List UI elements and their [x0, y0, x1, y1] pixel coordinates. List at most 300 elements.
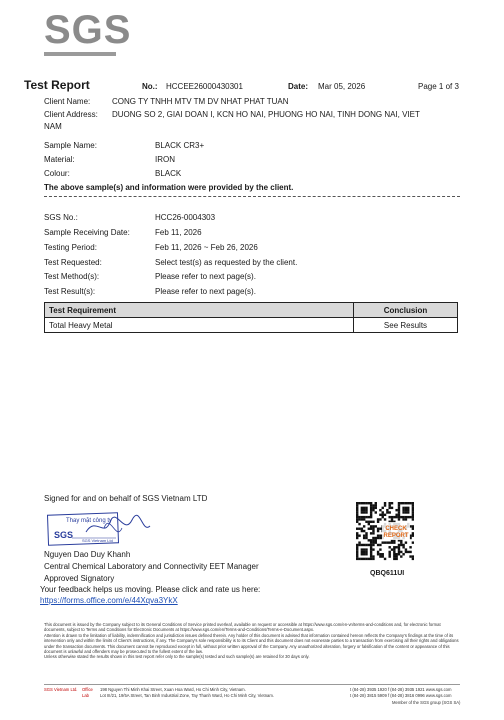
qr-module — [412, 504, 414, 506]
qr-module — [365, 509, 367, 511]
qr-module — [356, 516, 358, 518]
qr-module — [368, 539, 370, 541]
qr-module — [377, 553, 379, 555]
client-name-value: CONG TY TNHH MTV TM DV NHAT PHAT TUAN — [112, 97, 289, 106]
qr-module — [370, 507, 372, 509]
report-date-label: Date: — [288, 82, 309, 91]
qr-module — [356, 553, 358, 555]
qr-module — [395, 509, 397, 511]
qr-module — [391, 516, 393, 518]
qr-module — [356, 507, 358, 509]
qr-module — [358, 528, 360, 530]
qr-module — [405, 507, 407, 509]
qr-module — [365, 534, 367, 536]
qr-module — [409, 551, 411, 553]
qr-module — [363, 509, 365, 511]
qr-module — [405, 541, 407, 543]
qr-module — [356, 528, 358, 530]
qr-module — [370, 511, 372, 513]
footer-member: Member of the SGS group (SGS SA) — [392, 700, 461, 705]
qr-module — [400, 555, 402, 557]
sgs-logo: SGS — [44, 8, 132, 52]
qr-module — [370, 525, 372, 527]
qr-module — [377, 551, 379, 553]
qr-module — [365, 544, 367, 546]
qr-module — [388, 553, 390, 555]
qr-module — [361, 528, 363, 530]
qr-module — [372, 555, 374, 557]
qr-module — [393, 548, 395, 550]
test-result-label: Test Result(s): — [44, 287, 96, 296]
qr-module — [409, 516, 411, 518]
qr-module — [356, 551, 358, 553]
row-conclusion: See Results — [354, 318, 458, 333]
qr-module — [395, 555, 397, 557]
qr-module — [370, 521, 372, 523]
qr-module — [372, 541, 374, 543]
qr-module — [388, 516, 390, 518]
qr-module — [358, 523, 360, 525]
qr-module — [379, 553, 381, 555]
qr-module — [363, 548, 365, 550]
qr-module — [393, 546, 395, 548]
qr-module — [365, 548, 367, 550]
qr-module — [372, 537, 374, 539]
qr-module — [358, 534, 360, 536]
qr-module — [391, 518, 393, 520]
qr-module — [368, 523, 370, 525]
qr-module — [382, 516, 384, 518]
qr-module — [365, 532, 367, 534]
qr-module — [365, 553, 367, 555]
signatory-position: Central Chemical Laboratory and Connectivity EET Manager — [44, 562, 259, 571]
qr-module — [372, 539, 374, 541]
report-date-value: Mar 05, 2026 — [318, 82, 366, 91]
qr-module — [402, 546, 404, 548]
sample-name-value: BLACK CR3+ — [155, 141, 205, 150]
approved-signatory: Approved Signatory — [44, 574, 115, 583]
qr-module — [398, 548, 400, 550]
sgs-no-label: SGS No.: — [44, 213, 78, 222]
qr-module — [365, 516, 367, 518]
qr-module — [363, 518, 365, 520]
qr-module — [379, 514, 381, 516]
qr-module — [412, 555, 414, 557]
qr-module — [388, 507, 390, 509]
qr-module — [400, 541, 402, 543]
footer-para-2: Attention is drawn to the limitation of liability, indemnification and jurisdiction issues defined therein. Any holder of this document is advised that information contained hereon reflects the Company's findings at the time of its intervention only and within the limits of Client's instructions, if any. The Company's sole responsibility is to its Client and this document does not exonerate parties to a transaction from exercising all their rights and obligations under the transaction documents. This document cannot be reproduced except in full, without prior written approval of the Company. Any unauthorized alteration, forgery or falsification of the content or appearance of this document is unlawful and offenders may be prosecuted to the fullest extent of the law. — [44, 632, 459, 655]
qr-module — [400, 544, 402, 546]
qr-module — [361, 548, 363, 550]
qr-module — [356, 511, 358, 513]
qr-module — [365, 521, 367, 523]
qr-module — [375, 504, 377, 506]
receiving-date-value: Feb 11, 2026 — [155, 228, 202, 237]
qr-module — [382, 541, 384, 543]
qr-module — [379, 537, 381, 539]
qr-module — [368, 558, 370, 560]
qr-module — [372, 548, 374, 550]
qr-module — [382, 507, 384, 509]
qr-module — [393, 516, 395, 518]
qr-code-text: QBQ611UI — [370, 570, 405, 577]
qr-module — [384, 558, 386, 560]
feedback-link[interactable]: https://forms.office.com/e/44Xqva3YkX — [40, 596, 178, 605]
qr-module — [379, 509, 381, 511]
qr-module — [398, 507, 400, 509]
qr-module — [393, 551, 395, 553]
qr-module — [365, 511, 367, 513]
qr-module — [356, 546, 358, 548]
qr-module — [402, 544, 404, 546]
testing-period-value: Feb 11, 2026 ~ Feb 26, 2026 — [155, 243, 258, 252]
qr-module — [368, 502, 370, 504]
qr-module — [370, 528, 372, 530]
footer-company: SGS Vietnam Ltd. — [44, 687, 78, 692]
signatory-name: Nguyen Dao Duy Khanh — [44, 550, 131, 559]
qr-module — [412, 514, 414, 516]
footer-divider — [44, 684, 460, 685]
qr-module — [377, 528, 379, 530]
qr-module — [395, 514, 397, 516]
qr-module — [358, 518, 360, 520]
qr-module — [382, 514, 384, 516]
header-test-requirement: Test Requirement — [45, 303, 354, 318]
qr-module — [395, 553, 397, 555]
qr-module — [363, 511, 365, 513]
qr-module — [377, 521, 379, 523]
qr-module — [388, 555, 390, 557]
qr-module — [365, 551, 367, 553]
table-row — [45, 318, 458, 333]
qr-module — [375, 525, 377, 527]
qr-module — [402, 553, 404, 555]
qr-module — [375, 507, 377, 509]
qr-module — [388, 541, 390, 543]
qr-module — [384, 504, 386, 506]
qr-module — [356, 518, 358, 520]
qr-module — [377, 518, 379, 520]
qr-module — [405, 518, 407, 520]
qr-module — [372, 558, 374, 560]
report-no-label: No.: — [142, 82, 158, 91]
qr-module — [370, 553, 372, 555]
svg-text:SGS Vietnam Ltd: SGS Vietnam Ltd — [82, 538, 113, 543]
qr-module — [412, 528, 414, 530]
qr-module — [356, 544, 358, 546]
qr-module — [370, 514, 372, 516]
qr-module — [372, 509, 374, 511]
report-title: Test Report — [24, 78, 90, 92]
qr-module — [365, 558, 367, 560]
footer-para-3: Unless otherwise stated the results shown in this test report refer only to the sample(s) tested and such sample(s) are retained for 30 days only. — [44, 654, 310, 660]
qr-module — [356, 514, 358, 516]
footer-terms — [44, 622, 460, 660]
qr-module — [356, 548, 358, 550]
qr-module — [368, 521, 370, 523]
qr-module — [356, 558, 358, 560]
qr-module — [407, 511, 409, 513]
qr-module — [405, 502, 407, 504]
footer-office-address: 198 Nguyen Thi Minh Khai Street, Xuan Hoa Ward, Ho Chi Minh City, Vietnam. — [100, 687, 246, 692]
qr-module — [395, 516, 397, 518]
qr-module — [372, 532, 374, 534]
qr-module — [384, 541, 386, 543]
qr-module — [361, 511, 363, 513]
footer-lab-address: Lot III/21, 19/5A Street, Tan Binh Industrial Zone, Tay Thanh Ward, Ho Chi Minh City, Vietnam. — [100, 693, 275, 698]
qr-module — [361, 516, 363, 518]
client-address-label: Client Address: — [44, 110, 98, 119]
footer-lab-phone: t (84-28) 3815 5909 f (84-28) 3816 0996 www.sgs.com — [350, 693, 452, 698]
qr-module — [398, 514, 400, 516]
qr-module — [361, 551, 363, 553]
qr-module — [388, 511, 390, 513]
qr-module — [379, 544, 381, 546]
qr-module — [363, 502, 365, 504]
qr-module — [405, 551, 407, 553]
qr-module — [412, 516, 414, 518]
qr-module — [370, 539, 372, 541]
qr-module — [386, 541, 388, 543]
qr-module — [409, 502, 411, 504]
testing-period-label: Testing Period: — [44, 243, 97, 252]
qr-module — [398, 518, 400, 520]
client-address-line2: NAM — [44, 122, 62, 131]
qr-module — [412, 518, 414, 520]
qr-module — [375, 541, 377, 543]
qr-module — [365, 502, 367, 504]
qr-module — [386, 509, 388, 511]
qr-module — [402, 518, 404, 520]
qr-module — [412, 502, 414, 504]
qr-module — [375, 537, 377, 539]
qr-module — [412, 525, 414, 527]
qr-module — [370, 504, 372, 506]
qr-module — [402, 502, 404, 504]
test-method-label: Test Method(s): — [44, 272, 100, 281]
qr-module — [382, 553, 384, 555]
qr-module — [377, 537, 379, 539]
qr-module — [363, 516, 365, 518]
qr-module — [377, 544, 379, 546]
qr-module — [356, 532, 358, 534]
qr-module — [368, 516, 370, 518]
qr-module — [368, 544, 370, 546]
footer-lab-label: Lab — [82, 693, 89, 698]
qr-module — [395, 558, 397, 560]
qr-module — [398, 504, 400, 506]
logo-underline — [44, 52, 116, 56]
qr-module — [356, 521, 358, 523]
qr-module — [391, 548, 393, 550]
qr-module — [412, 541, 414, 543]
requirements-table — [44, 302, 458, 333]
qr-module — [412, 509, 414, 511]
qr-module — [384, 502, 386, 504]
receiving-date-label: Sample Receiving Date: — [44, 228, 130, 237]
qr-module — [407, 507, 409, 509]
qr-module — [356, 504, 358, 506]
client-address-line1: DUONG SO 2, GIAI DOAN I, KCN HO NAI, PHUONG HO NAI, TINH DONG NAI, VIET — [112, 110, 420, 119]
qr-module — [365, 507, 367, 509]
client-name-label: Client Name: — [44, 97, 91, 106]
qr-module — [358, 516, 360, 518]
qr-module — [372, 530, 374, 532]
footer-para-1: This document is issued by the Company subject to its General Conditions of Service printed overleaf, available on request or accessible at https://www.sgs.com/en-vn/terms-and-conditions and, for electronic format documents, subject to Terms and Conditions for Electronic Documents at https://www.sgs.com/en/Terms-and-Conditions/Terms-e-Document.aspx. — [44, 622, 441, 633]
qr-module — [370, 502, 372, 504]
qr-module — [398, 502, 400, 504]
qr-module — [407, 551, 409, 553]
qr-module — [356, 555, 358, 557]
material-label: Material: — [44, 155, 75, 164]
qr-module — [356, 537, 358, 539]
qr-module — [372, 528, 374, 530]
qr-module — [398, 553, 400, 555]
qr-module — [370, 546, 372, 548]
qr-module — [409, 555, 411, 557]
qr-module — [398, 551, 400, 553]
table-header-row — [45, 303, 458, 318]
qr-module — [370, 548, 372, 550]
qr-module — [379, 555, 381, 557]
colour-value: BLACK — [155, 169, 182, 178]
qr-module — [379, 518, 381, 520]
qr-module — [405, 511, 407, 513]
qr-overlay-text: REPORT — [383, 533, 409, 539]
qr-module — [372, 544, 374, 546]
qr-module — [412, 558, 414, 560]
qr-module — [372, 521, 374, 523]
qr-module — [356, 502, 358, 504]
qr-module — [370, 532, 372, 534]
test-requested-label: Test Requested: — [44, 258, 102, 267]
row-requirement: Total Heavy Metal — [45, 318, 354, 333]
qr-module — [379, 548, 381, 550]
qr-module — [400, 502, 402, 504]
qr-module — [363, 553, 365, 555]
signed-for-text: Signed for and on behalf of SGS Vietnam LTD — [44, 494, 208, 503]
qr-module — [402, 516, 404, 518]
qr-module — [361, 558, 363, 560]
dashed-divider — [44, 196, 460, 197]
qr-overlay-text: CHECK — [385, 526, 407, 532]
page-number: Page 1 of 3 — [418, 82, 459, 91]
qr-module — [363, 534, 365, 536]
footer-office-phone: t (84-28) 3935 1920 f (84-28) 3935 1921 www.sgs.com — [350, 687, 452, 692]
qr-module — [388, 546, 390, 548]
qr-module — [405, 548, 407, 550]
test-requested-value: Select test(s) as requested by the client. — [155, 258, 298, 267]
sgs-no-value: HCC26-0004303 — [155, 213, 216, 222]
qr-module — [358, 502, 360, 504]
qr-module — [361, 507, 363, 509]
qr-module — [370, 516, 372, 518]
test-method-value: Please refer to next page(s). — [155, 272, 256, 281]
qr-module — [391, 502, 393, 504]
qr-module — [412, 532, 414, 534]
provided-note: The above sample(s) and information were provided by the client. — [44, 183, 294, 192]
qr-module — [398, 546, 400, 548]
qr-module — [361, 509, 363, 511]
qr-code-icon[interactable] — [356, 502, 414, 566]
qr-module — [377, 530, 379, 532]
qr-module — [407, 502, 409, 504]
qr-module — [356, 509, 358, 511]
qr-module — [363, 551, 365, 553]
qr-module — [388, 504, 390, 506]
qr-module — [358, 544, 360, 546]
qr-module — [361, 518, 363, 520]
qr-module — [393, 541, 395, 543]
colour-label: Colour: — [44, 169, 70, 178]
qr-module — [368, 528, 370, 530]
qr-module — [382, 555, 384, 557]
qr-module — [402, 507, 404, 509]
company-stamp-signature — [46, 508, 156, 548]
qr-module — [398, 516, 400, 518]
qr-module — [370, 555, 372, 557]
qr-module — [407, 509, 409, 511]
qr-module — [372, 507, 374, 509]
qr-module — [375, 539, 377, 541]
qr-module — [386, 511, 388, 513]
qr-module — [388, 502, 390, 504]
svg-text:Thay mặt công ty: Thay mặt công ty — [66, 518, 113, 524]
qr-module — [393, 555, 395, 557]
qr-module — [400, 516, 402, 518]
qr-module — [363, 558, 365, 560]
qr-module — [358, 541, 360, 543]
qr-module — [391, 541, 393, 543]
test-result-value: Please refer to next page(s). — [155, 287, 256, 296]
qr-module — [370, 509, 372, 511]
qr-module — [372, 525, 374, 527]
qr-module — [398, 511, 400, 513]
qr-module — [363, 537, 365, 539]
qr-module — [361, 530, 363, 532]
header-conclusion: Conclusion — [354, 303, 458, 318]
qr-module — [363, 525, 365, 527]
qr-module — [412, 534, 414, 536]
qr-module — [412, 511, 414, 513]
qr-module — [382, 511, 384, 513]
feedback-text: Your feedback helps us moving. Please click and rate us here: — [40, 585, 261, 594]
qr-module — [379, 528, 381, 530]
qr-module — [412, 507, 414, 509]
qr-module — [370, 541, 372, 543]
qr-module — [398, 544, 400, 546]
qr-module — [363, 530, 365, 532]
qr-module — [358, 558, 360, 560]
qr-module — [402, 509, 404, 511]
qr-module — [400, 551, 402, 553]
qr-module — [361, 553, 363, 555]
qr-module — [384, 518, 386, 520]
qr-module — [395, 546, 397, 548]
sample-name-label: Sample Name: — [44, 141, 97, 150]
qr-module — [356, 534, 358, 536]
qr-module — [407, 516, 409, 518]
qr-module — [409, 546, 411, 548]
footer-office-label: Office — [82, 687, 93, 692]
qr-module — [363, 507, 365, 509]
svg-text:SGS: SGS — [54, 530, 74, 540]
qr-module — [384, 514, 386, 516]
qr-module — [370, 551, 372, 553]
qr-module — [393, 558, 395, 560]
qr-module — [402, 511, 404, 513]
qr-module — [391, 507, 393, 509]
